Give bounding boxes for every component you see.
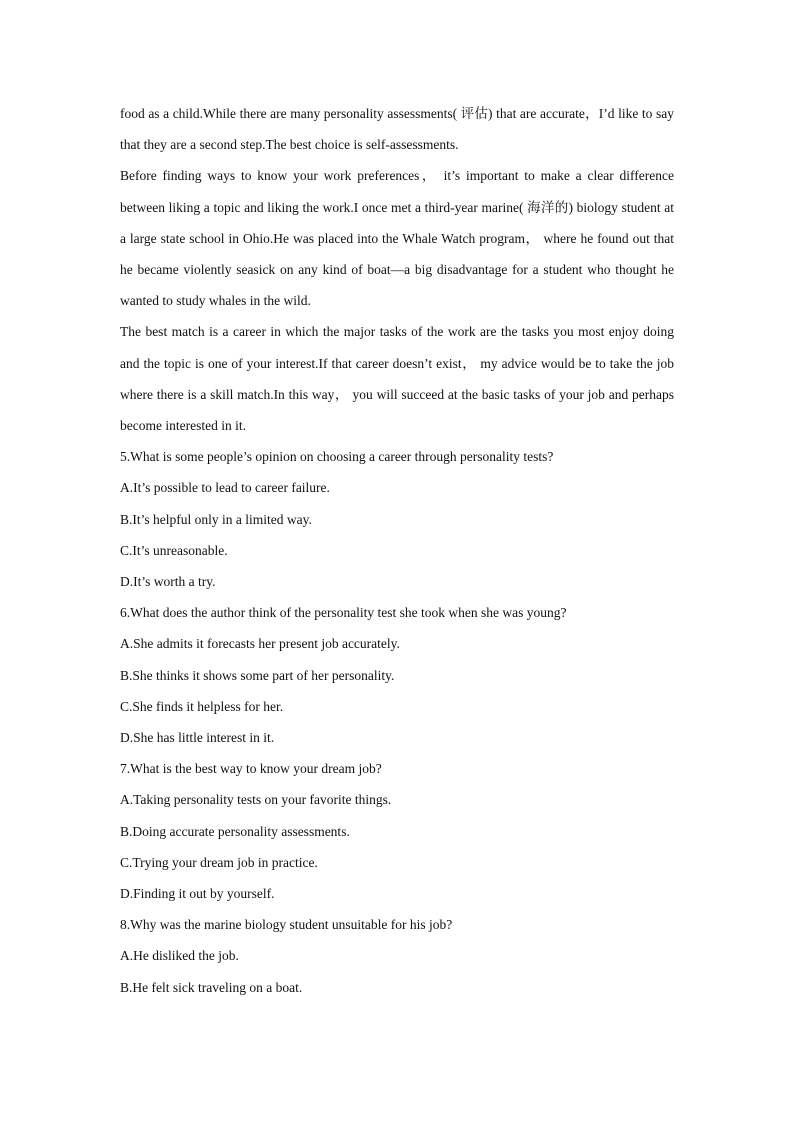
passage-paragraph-1: food as a child.While there are many personality assessments( 评估) that are accurate，I’d like to say that they are a second step.The best choice is self-assessments. (120, 106, 674, 153)
option-d: D.Finding it out by yourself. (120, 886, 275, 902)
question-stem: 8.Why was the marine biology student unsuitable for his job? (120, 917, 453, 933)
option-a: A.Taking personality tests on your favorite things. (120, 792, 392, 808)
option-a: A.He disliked the job. (120, 948, 239, 964)
option-a: A.She admits it forecasts her present job accurately. (120, 636, 400, 652)
question-8 (120, 909, 674, 1003)
option-c: C.Trying your dream job in practice. (120, 854, 318, 870)
passage-paragraph-2: Before finding ways to know your work preferences， it’s important to make a clear difference between liking a topic and liking the work.I once met a third-year marine( 海洋的) biology student at a large state school in Ohio.He was placed into the Whale Watch program， where he found out that he became violently seasick on any kind of boat—a big disadvantage for a student who thought he wanted to study whales in the wild. (120, 168, 674, 309)
question-6 (120, 597, 674, 753)
option-b: B.He felt sick traveling on a boat. (120, 979, 303, 995)
option-c: C.She finds it helpless for her. (120, 698, 284, 714)
question-stem: 5.What is some people’s opinion on choosing a career through personality tests? (120, 449, 554, 465)
option-b: B.Doing accurate personality assessments. (120, 823, 350, 839)
option-d: D.It’s worth a try. (120, 574, 216, 590)
option-c: C.It’s unreasonable. (120, 542, 228, 558)
option-b: B.It’s helpful only in a limited way. (120, 511, 312, 527)
passage-paragraph-3: The best match is a career in which the major tasks of the work are the tasks you most enjoy doing and the topic is one of your interest.If that career doesn’t exist， my advice would be to take the job where there is a skill match.In this way， you will succeed at the basic tasks of your job and perhaps become interested in it. (120, 324, 674, 434)
document-page (120, 98, 674, 1003)
option-d: D.She has little interest in it. (120, 730, 275, 746)
question-stem: 6.What does the author think of the personality test she took when she was young? (120, 605, 567, 621)
question-stem: 7.What is the best way to know your dream job? (120, 761, 382, 777)
option-a: A.It’s possible to lead to career failure. (120, 480, 330, 496)
option-b: B.She thinks it shows some part of her personality. (120, 667, 395, 683)
question-5 (120, 441, 674, 597)
question-7 (120, 753, 674, 909)
